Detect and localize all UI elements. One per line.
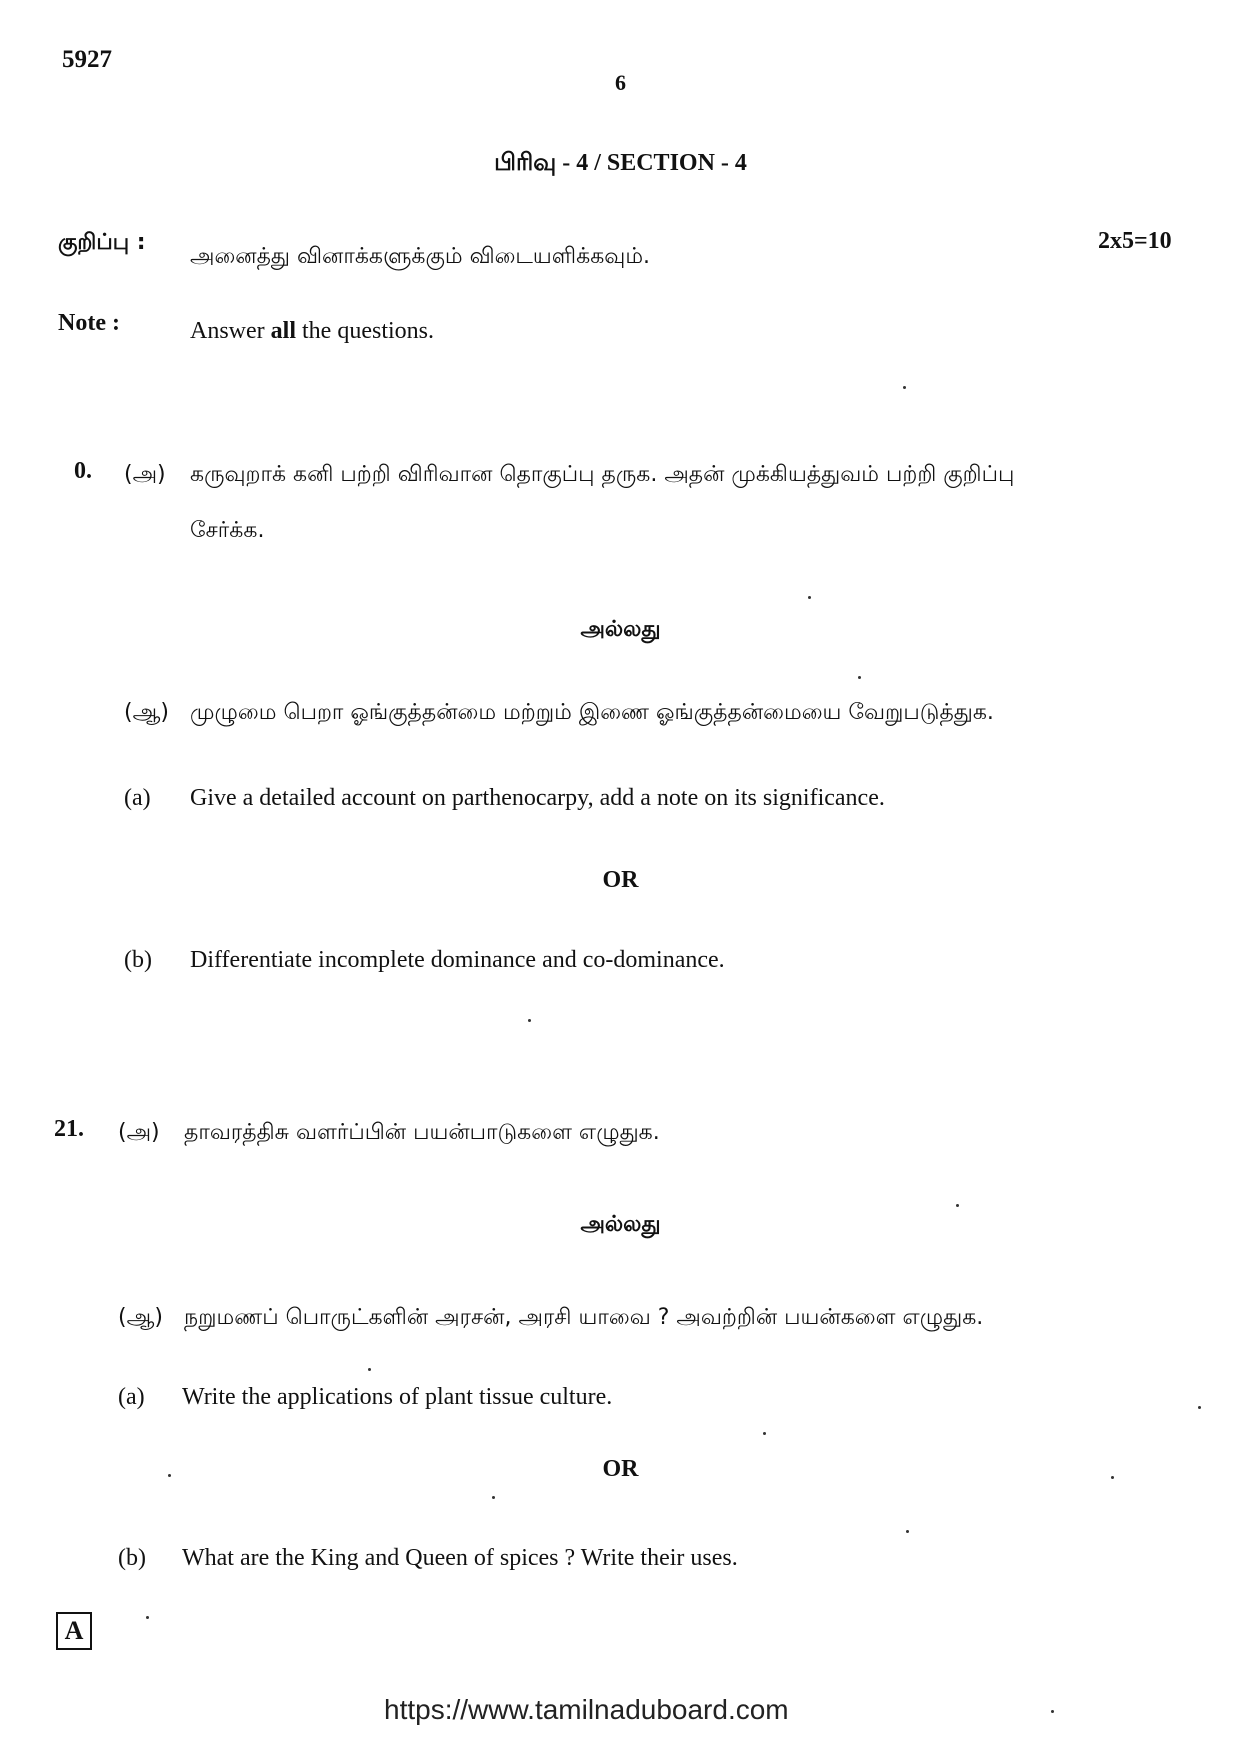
question-paper-code: 5927	[62, 46, 112, 73]
scan-speck	[146, 1616, 149, 1619]
question-text-tamil-continued: சேர்க்க.	[190, 518, 265, 543]
question-text-tamil: நறுமணப் பொருட்களின் அரசன், அரசி யாவை ? அவற்றின் பயன்களை எழுதுக.	[184, 1305, 984, 1330]
question-text-english: Write the applications of plant tissue culture.	[182, 1384, 613, 1410]
scan-speck	[368, 1368, 371, 1371]
scan-speck	[492, 1496, 495, 1499]
question-text-english: Differentiate incomplete dominance and co-dominance.	[190, 947, 725, 973]
option-label: (அ)	[118, 1120, 160, 1145]
section-marks: 2x5=10	[1098, 228, 1172, 254]
section-title: பிரிவு - 4 / SECTION - 4	[494, 150, 747, 176]
option-label: (b)	[118, 1545, 146, 1571]
question-number: 21.	[54, 1116, 84, 1142]
scan-speck	[528, 1019, 531, 1022]
option-label: (ஆ)	[118, 1305, 163, 1330]
tamil-note-text: அனைத்து வினாக்களுக்கும் விடையளிக்கவும்.	[190, 244, 651, 269]
question-text-tamil: முழுமை பெறா ஓங்குத்தன்மை மற்றும் இணை ஓங்குத்தன்மையை வேறுபடுத்துக.	[190, 700, 994, 725]
scan-speck	[1198, 1406, 1201, 1409]
question-text-tamil: தாவரத்திசு வளர்ப்பின் பயன்பாடுகளை எழுதுக.	[184, 1120, 660, 1145]
english-note-label: Note :	[58, 310, 120, 336]
scan-speck	[1051, 1710, 1054, 1713]
or-divider-tamil: அல்லது	[580, 617, 661, 642]
option-label: (a)	[118, 1384, 145, 1410]
tamil-note-label: குறிப்பு :	[58, 230, 146, 255]
scan-speck	[168, 1474, 171, 1477]
option-label: (ஆ)	[124, 700, 169, 725]
option-label: (அ)	[124, 462, 166, 487]
booklet-series-badge: A	[56, 1612, 92, 1650]
option-label: (b)	[124, 947, 152, 973]
scan-speck	[956, 1204, 959, 1207]
question-text-english: What are the King and Queen of spices ? Write their uses.	[182, 1545, 738, 1571]
scan-speck	[763, 1432, 766, 1435]
or-divider-english: OR	[602, 867, 639, 893]
question-text-tamil: கருவுறாக் கனி பற்றி விரிவான தொகுப்பு தருக. அதன் முக்கியத்துவம் பற்றி குறிப்பு	[190, 462, 1015, 487]
question-text-english: Give a detailed account on parthenocarpy, add a note on its significance.	[190, 785, 885, 811]
footer-url[interactable]: https://www.tamilnaduboard.com	[384, 1694, 789, 1725]
option-label: (a)	[124, 785, 151, 811]
question-number: 0.	[74, 458, 92, 484]
scan-speck	[858, 676, 861, 679]
or-divider-tamil: அல்லது	[580, 1212, 661, 1237]
or-divider-english: OR	[602, 1456, 639, 1482]
scan-speck	[906, 1530, 909, 1533]
page-number: 6	[615, 70, 626, 95]
scan-speck	[903, 386, 906, 389]
scan-speck	[808, 596, 811, 599]
english-note-text: Answer all the questions.	[190, 318, 434, 344]
scan-speck	[1111, 1476, 1114, 1479]
